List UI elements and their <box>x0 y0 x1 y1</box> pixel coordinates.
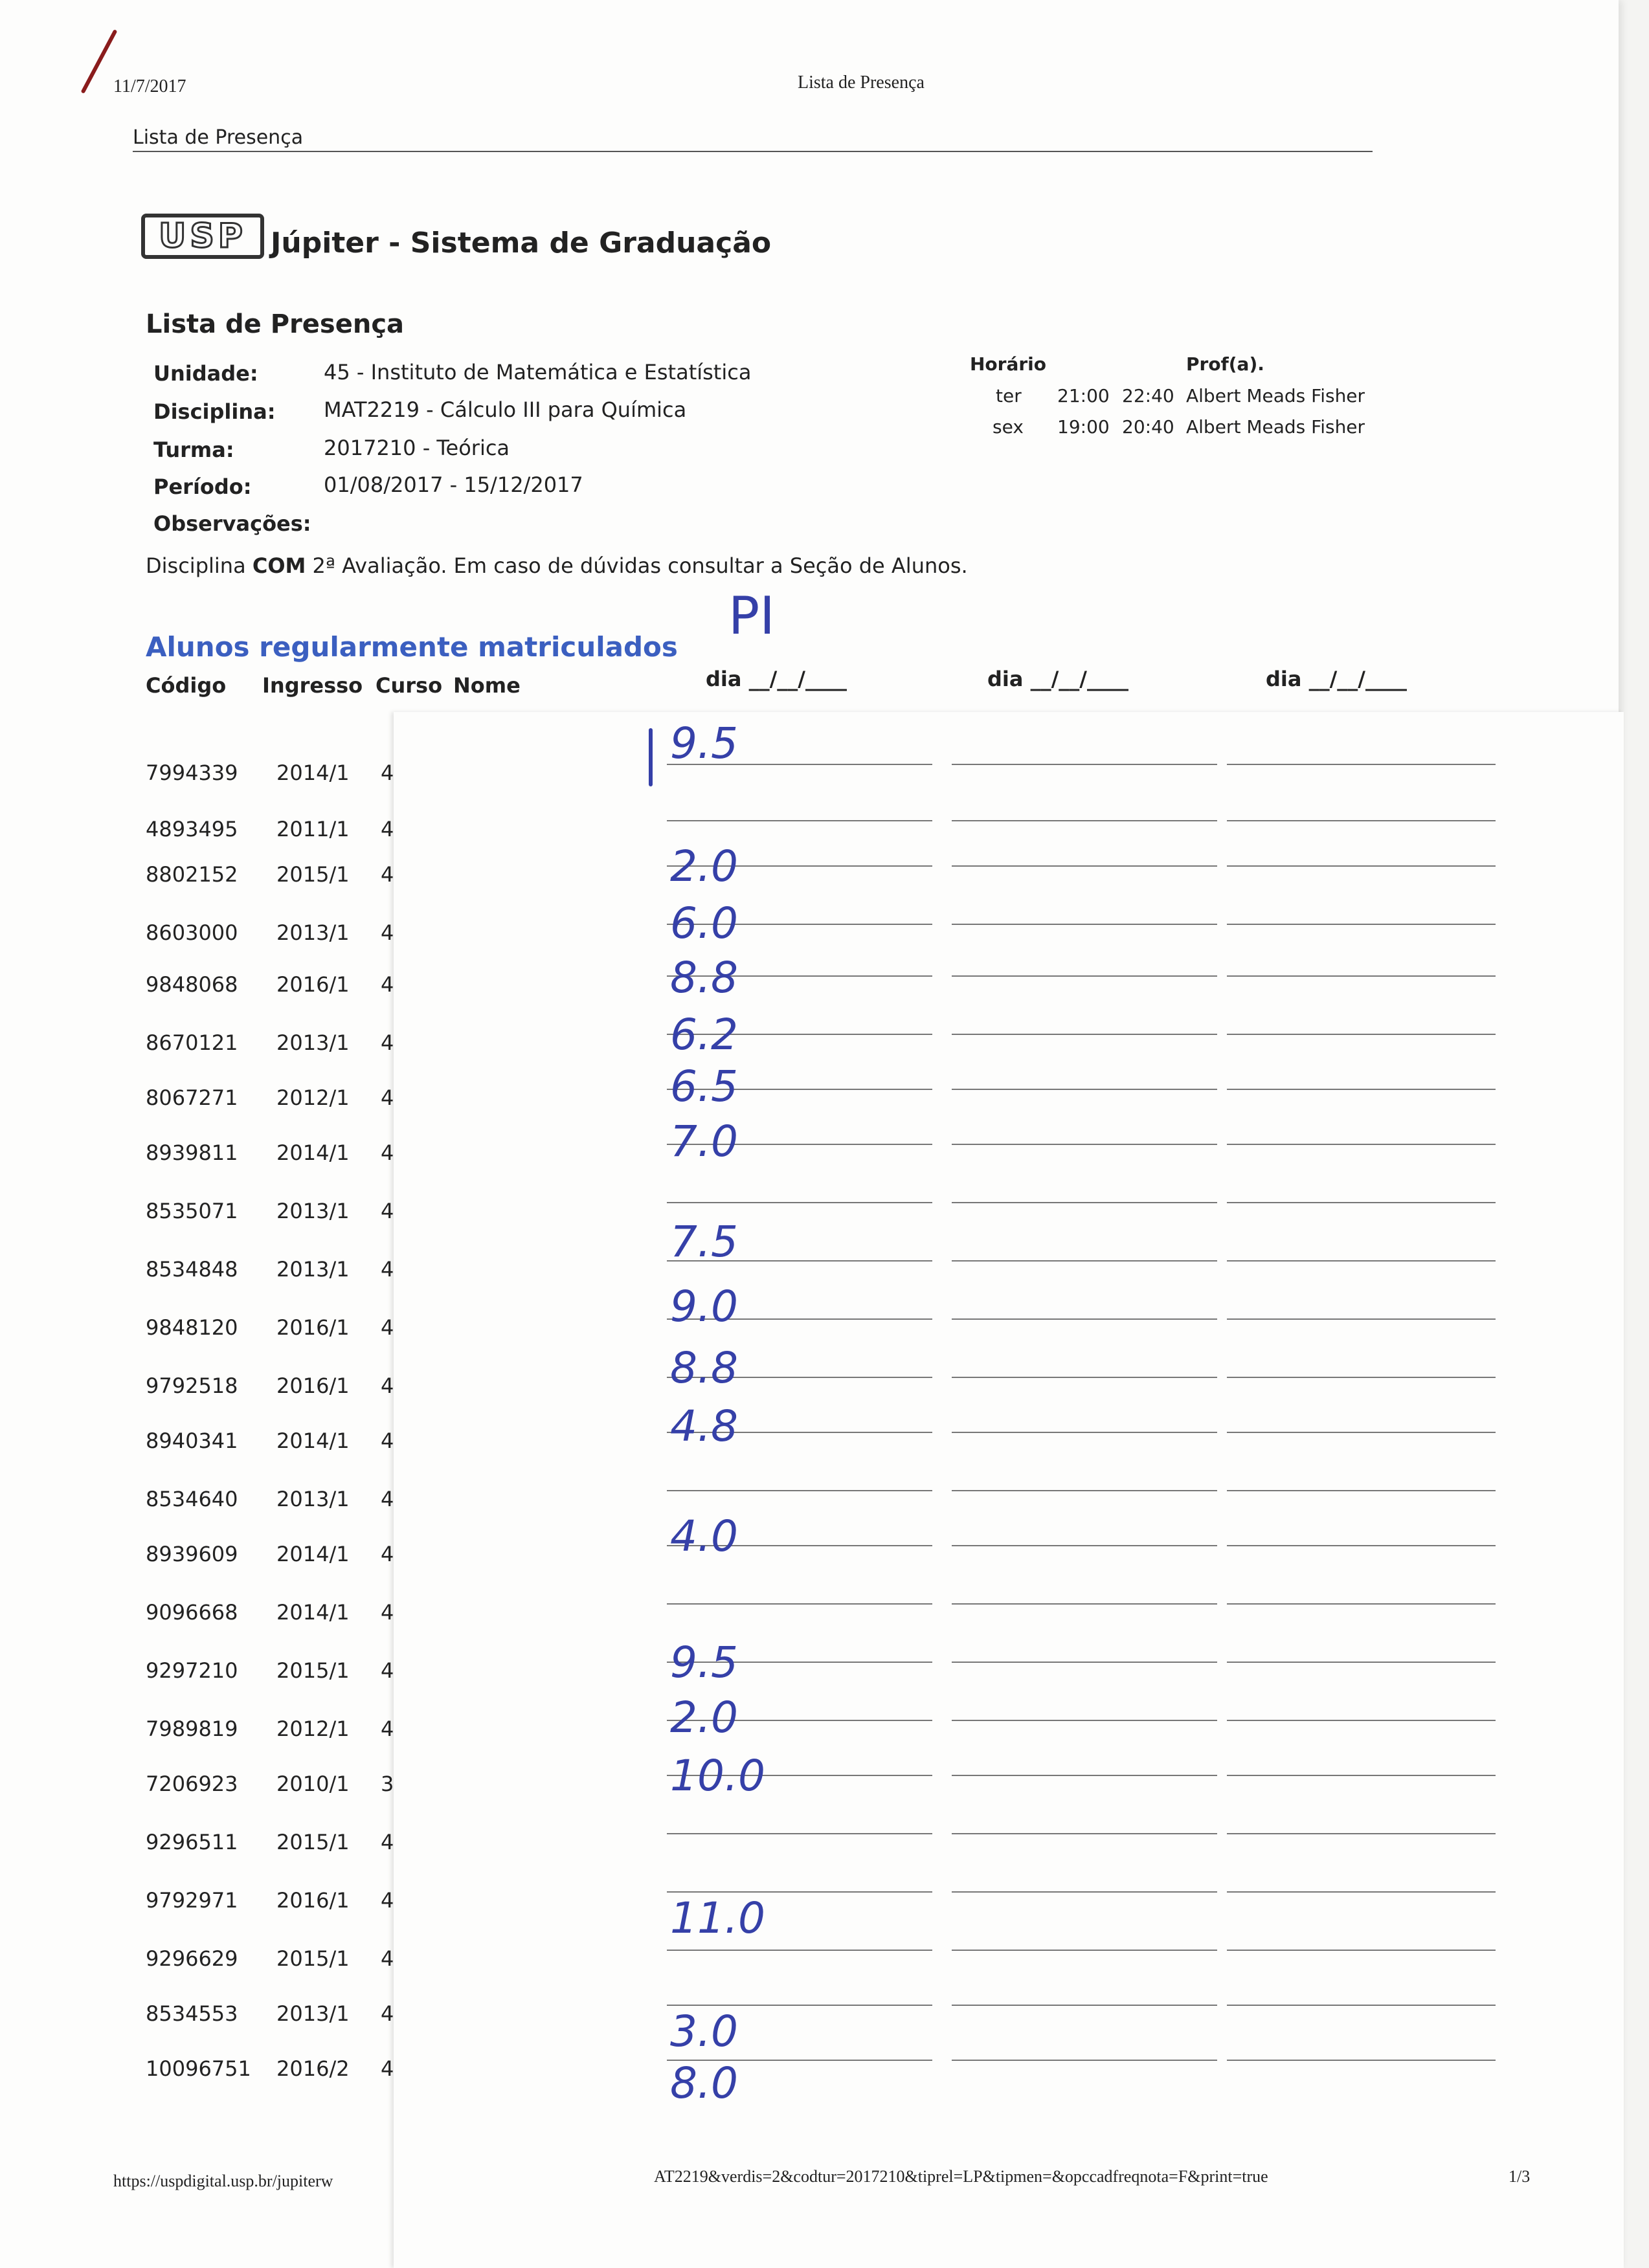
student-curso: 4 <box>381 2056 394 2081</box>
col-ingresso: Ingresso <box>262 673 363 698</box>
student-ingresso: 2012/1 <box>276 1717 350 1741</box>
grade-line-dia-3 <box>1227 1490 1496 1491</box>
handwritten-grade: 10.0 <box>670 1751 765 1801</box>
student-code: 8535071 <box>146 1199 238 1223</box>
grade-line-dia-1 <box>667 1603 932 1605</box>
student-curso: 3 <box>381 1772 394 1796</box>
student-code: 8802152 <box>146 862 238 887</box>
student-code: 9296629 <box>146 1946 238 1971</box>
grade-line-dia-2 <box>952 1833 1217 1834</box>
subheader: Lista de Presença <box>133 126 304 149</box>
schedule-end: 20:40 <box>1122 416 1174 438</box>
grade-line-dia-2 <box>952 1377 1217 1378</box>
student-code: 10096751 <box>146 2056 251 2081</box>
student-curso: 4 <box>381 1257 394 1282</box>
student-code: 8940341 <box>146 1429 238 1453</box>
student-ingresso: 2014/1 <box>276 1140 350 1165</box>
grade-line-dia-2 <box>952 764 1217 765</box>
student-ingresso: 2010/1 <box>276 1772 350 1796</box>
grade-line-dia-3 <box>1227 1202 1496 1203</box>
grade-line-dia-2 <box>952 1950 1217 1951</box>
col-dia-3: dia __/__/____ <box>1266 667 1407 691</box>
student-curso: 4 <box>381 1429 394 1453</box>
print-date: 11/7/2017 <box>113 76 186 96</box>
handwritten-grade: 4.8 <box>670 1401 738 1451</box>
discipline-note: Disciplina COM 2ª Avaliação. Em caso de dúvidas consultar a Seção de Alunos. <box>146 553 968 578</box>
handwritten-grade: 8.8 <box>670 1343 738 1393</box>
student-ingresso: 2014/1 <box>276 761 350 785</box>
handwritten-grade: 3.0 <box>670 2007 738 2056</box>
grade-line-dia-3 <box>1227 865 1496 867</box>
student-ingresso: 2013/1 <box>276 1487 350 1511</box>
pen-mark <box>81 29 118 94</box>
grade-line-dia-2 <box>952 1260 1217 1262</box>
grade-line-dia-3 <box>1227 764 1496 765</box>
schedule-prof: Albert Meads Fisher <box>1186 385 1365 406</box>
schedule-start: 19:00 <box>1057 416 1110 438</box>
grade-line-dia-3 <box>1227 820 1496 821</box>
student-code: 9296511 <box>146 1830 238 1854</box>
student-curso: 4 <box>381 1542 394 1566</box>
schedule-prof: Albert Meads Fisher <box>1186 416 1365 438</box>
handwritten-grade: 6.2 <box>670 1010 738 1060</box>
grade-line-dia-2 <box>952 1202 1217 1203</box>
handwritten-pi-label: PI <box>728 586 775 646</box>
unidade-value: 45 - Instituto de Matemática e Estatística <box>324 360 752 384</box>
student-code: 9096668 <box>146 1600 238 1625</box>
student-ingresso: 2016/1 <box>276 972 350 997</box>
unidade-label: Unidade: <box>153 361 258 386</box>
handwritten-tick-mark <box>649 728 653 786</box>
grade-line-dia-3 <box>1227 1034 1496 1035</box>
handwritten-grade: 8.0 <box>670 2058 738 2108</box>
turma-label: Turma: <box>153 438 234 462</box>
schedule-day: ter <box>996 385 1022 406</box>
usp-logo: USP <box>141 214 264 259</box>
handwritten-grade: 11.0 <box>670 1893 765 1943</box>
student-ingresso: 2013/1 <box>276 2001 350 2026</box>
footer-url-left: https://uspdigital.usp.br/jupiterw <box>113 2172 333 2190</box>
student-code: 8534553 <box>146 2001 238 2026</box>
col-codigo: Código <box>146 673 227 698</box>
footer-url-right: AT2219&verdis=2&codtur=2017210&tiprel=LP&tipmen=&opccadfreqnota=F&print=true <box>654 2167 1268 2186</box>
section-title: Lista de Presença <box>146 309 405 339</box>
handwritten-grade: 8.8 <box>670 953 738 1003</box>
handwritten-grade: 9.5 <box>670 718 738 768</box>
student-curso: 4 <box>381 1030 394 1055</box>
grade-line-dia-3 <box>1227 1833 1496 1834</box>
student-ingresso: 2016/1 <box>276 1315 350 1340</box>
grade-line-dia-3 <box>1227 1603 1496 1605</box>
student-curso: 4 <box>381 1946 394 1971</box>
grade-line-dia-3 <box>1227 1662 1496 1663</box>
grade-line-dia-3 <box>1227 1891 1496 1893</box>
grade-line-dia-3 <box>1227 1377 1496 1378</box>
schedule-end: 22:40 <box>1122 385 1174 406</box>
footer-page-number: 1/3 <box>1509 2167 1531 2186</box>
disciplina-label: Disciplina: <box>153 399 276 424</box>
grade-line-dia-3 <box>1227 1260 1496 1262</box>
col-nome: Nome <box>453 673 521 698</box>
student-curso: 4 <box>381 2001 394 2026</box>
grade-line-dia-2 <box>952 865 1217 867</box>
enrolled-students-title: Alunos regularmente matriculados <box>146 631 678 663</box>
student-curso: 4 <box>381 1888 394 1913</box>
student-curso: 4 <box>381 1717 394 1741</box>
grade-line-dia-2 <box>952 1144 1217 1145</box>
handwritten-grade: 4.0 <box>670 1511 738 1561</box>
student-ingresso: 2016/1 <box>276 1888 350 1913</box>
grade-line-dia-2 <box>952 2060 1217 2061</box>
grade-line-dia-1 <box>667 2005 932 2006</box>
student-ingresso: 2013/1 <box>276 920 350 945</box>
grade-line-dia-3 <box>1227 924 1496 925</box>
grade-line-dia-2 <box>952 1891 1217 1893</box>
grade-line-dia-3 <box>1227 1950 1496 1951</box>
student-code: 8939609 <box>146 1542 238 1566</box>
grade-line-dia-3 <box>1227 1775 1496 1776</box>
student-curso: 4 <box>381 1085 394 1110</box>
grade-line-dia-2 <box>952 1034 1217 1035</box>
student-code: 8603000 <box>146 920 238 945</box>
student-code: 9792518 <box>146 1373 238 1398</box>
student-code: 7994339 <box>146 761 238 785</box>
student-ingresso: 2013/1 <box>276 1257 350 1282</box>
student-ingresso: 2016/2 <box>276 2056 350 2081</box>
handwritten-grade: 7.5 <box>670 1217 738 1267</box>
grade-line-dia-1 <box>667 1490 932 1491</box>
grade-line-dia-3 <box>1227 2005 1496 2006</box>
grade-line-dia-2 <box>952 924 1217 925</box>
col-curso: Curso <box>376 673 443 698</box>
grade-line-dia-2 <box>952 1603 1217 1605</box>
handwritten-grade: 6.0 <box>670 898 738 948</box>
grade-line-dia-3 <box>1227 1432 1496 1433</box>
grade-line-dia-1 <box>667 1202 932 1203</box>
student-curso: 4 <box>381 920 394 945</box>
grade-line-dia-1 <box>667 1950 932 1951</box>
grade-line-dia-2 <box>952 1775 1217 1776</box>
student-curso: 4 <box>381 1199 394 1223</box>
handwritten-grade: 2.0 <box>670 1693 738 1742</box>
student-ingresso: 2015/1 <box>276 1658 350 1683</box>
observacoes-label: Observações: <box>153 511 311 536</box>
grade-line-dia-3 <box>1227 1089 1496 1090</box>
student-code: 9792971 <box>146 1888 238 1913</box>
student-ingresso: 2012/1 <box>276 1085 350 1110</box>
grade-line-dia-2 <box>952 1318 1217 1320</box>
student-code: 8534640 <box>146 1487 238 1511</box>
student-curso: 4 <box>381 1658 394 1683</box>
horario-header: Horário <box>970 353 1047 375</box>
student-ingresso: 2011/1 <box>276 817 350 841</box>
student-curso: 4 <box>381 972 394 997</box>
turma-value: 2017210 - Teórica <box>324 436 510 460</box>
grade-line-dia-2 <box>952 1089 1217 1090</box>
grade-line-dia-2 <box>952 1545 1217 1546</box>
system-title: Júpiter - Sistema de Graduação <box>271 227 772 260</box>
handwritten-grade: 7.0 <box>670 1117 738 1166</box>
student-curso: 4 <box>381 1315 394 1340</box>
print-title: Lista de Presença <box>798 72 925 93</box>
student-ingresso: 2014/1 <box>276 1542 350 1566</box>
student-curso: 4 <box>381 1600 394 1625</box>
student-ingresso: 2015/1 <box>276 1830 350 1854</box>
col-dia-1: dia __/__/____ <box>706 667 847 691</box>
col-dia-2: dia __/__/____ <box>987 667 1128 691</box>
student-ingresso: 2016/1 <box>276 1373 350 1398</box>
periodo-value: 01/08/2017 - 15/12/2017 <box>324 472 583 497</box>
handwritten-grade: 2.0 <box>670 841 738 891</box>
prof-header: Prof(a). <box>1186 353 1264 375</box>
student-curso: 4 <box>381 1373 394 1398</box>
grade-line-dia-2 <box>952 1662 1217 1663</box>
handwritten-grade: 9.0 <box>670 1282 738 1331</box>
student-code: 7989819 <box>146 1717 238 1741</box>
grade-line-dia-1 <box>667 1891 932 1893</box>
student-ingresso: 2015/1 <box>276 1946 350 1971</box>
student-curso: 4 <box>381 862 394 887</box>
student-code: 8067271 <box>146 1085 238 1110</box>
student-code: 8670121 <box>146 1030 238 1055</box>
student-code: 4893495 <box>146 817 238 841</box>
student-curso: 4 <box>381 761 394 785</box>
student-ingresso: 2014/1 <box>276 1600 350 1625</box>
header-divider <box>133 151 1373 152</box>
student-curso: 4 <box>381 1487 394 1511</box>
handwritten-grade: 6.5 <box>670 1062 738 1111</box>
disciplina-value: MAT2219 - Cálculo III para Química <box>324 397 687 422</box>
grade-line-dia-3 <box>1227 1318 1496 1320</box>
student-curso: 4 <box>381 817 394 841</box>
student-code: 7206923 <box>146 1772 238 1796</box>
grade-line-dia-3 <box>1227 1144 1496 1145</box>
grade-line-dia-2 <box>952 1490 1217 1491</box>
schedule-day: sex <box>993 416 1024 438</box>
grade-line-dia-2 <box>952 1432 1217 1433</box>
student-ingresso: 2013/1 <box>276 1030 350 1055</box>
grade-line-dia-3 <box>1227 1545 1496 1546</box>
grade-line-dia-2 <box>952 820 1217 821</box>
grade-line-dia-1 <box>667 1833 932 1834</box>
student-code: 9297210 <box>146 1658 238 1683</box>
student-code: 8534848 <box>146 1257 238 1282</box>
grade-line-dia-2 <box>952 1720 1217 1721</box>
grade-line-dia-3 <box>1227 1720 1496 1721</box>
student-curso: 4 <box>381 1830 394 1854</box>
student-ingresso: 2015/1 <box>276 862 350 887</box>
grade-line-dia-3 <box>1227 2060 1496 2061</box>
handwritten-grade: 9.5 <box>670 1638 738 1687</box>
student-code: 9848120 <box>146 1315 238 1340</box>
student-ingresso: 2013/1 <box>276 1199 350 1223</box>
student-ingresso: 2014/1 <box>276 1429 350 1453</box>
grade-line-dia-3 <box>1227 975 1496 977</box>
student-code: 9848068 <box>146 972 238 997</box>
student-code: 8939811 <box>146 1140 238 1165</box>
grade-line-dia-2 <box>952 2005 1217 2006</box>
student-curso: 4 <box>381 1140 394 1165</box>
grade-line-dia-1 <box>667 820 932 821</box>
schedule-start: 21:00 <box>1057 385 1110 406</box>
grade-line-dia-2 <box>952 975 1217 977</box>
periodo-label: Período: <box>153 474 252 499</box>
